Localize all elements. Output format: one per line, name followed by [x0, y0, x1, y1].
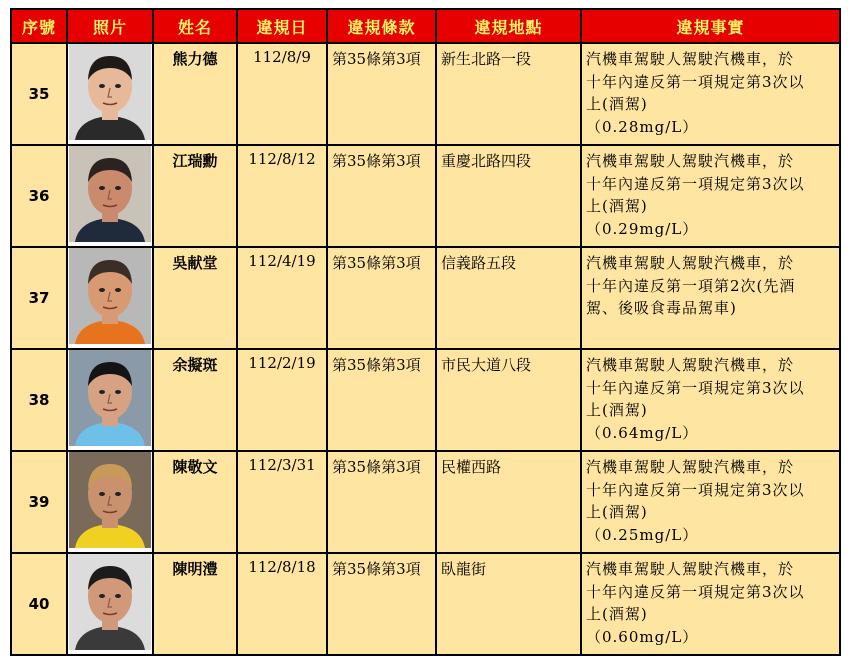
fact-line: 上(酒駕) — [586, 503, 648, 521]
header-name: 姓名 — [153, 9, 237, 43]
date-cell: 112/3/31 — [237, 451, 327, 553]
table-row — [11, 43, 840, 145]
date-cell: 112/8/18 — [237, 553, 327, 655]
seq-cell: 39 — [11, 451, 67, 553]
fact-line: 汽機車駕駛人駕駛汽機車，於 — [586, 50, 795, 68]
table-row — [11, 553, 840, 655]
name-cell: 陳敬文 — [153, 451, 237, 553]
fact-cell — [581, 451, 840, 553]
portrait-photo — [69, 248, 151, 344]
fact-line: 汽機車駕駛人駕駛汽機車，於 — [586, 254, 795, 272]
table-row — [11, 451, 840, 553]
violators-table — [10, 8, 841, 656]
fact-cell — [581, 247, 840, 349]
photo-cell — [67, 451, 153, 553]
name-cell: 余擬斑 — [153, 349, 237, 451]
date-cell: 112/2/19 — [237, 349, 327, 451]
fact-line: （0.60mg/L） — [586, 627, 699, 646]
photo-cell — [67, 553, 153, 655]
fact-line: 十年內違反第一項第2次(先酒 — [586, 276, 796, 295]
location-cell: 民權西路 — [436, 451, 581, 553]
location-cell: 信義路五段 — [436, 247, 581, 349]
fact-line: 汽機車駕駛人駕駛汽機車，於 — [586, 560, 795, 578]
fact-cell — [581, 145, 840, 247]
article-cell: 第35條第3項 — [327, 247, 436, 349]
location-cell: 新生北路一段 — [436, 43, 581, 145]
fact-line: 十年內違反第一項規定第3次以 — [586, 582, 805, 601]
table-row — [11, 247, 840, 349]
article-cell: 第35條第3項 — [327, 43, 436, 145]
seq-cell: 40 — [11, 553, 67, 655]
fact-line: 十年內違反第一項規定第3次以 — [586, 378, 805, 397]
table-row — [11, 349, 840, 451]
fact-line: （0.28mg/L） — [586, 117, 699, 136]
seq-cell: 38 — [11, 349, 67, 451]
location-cell: 重慶北路四段 — [436, 145, 581, 247]
name-cell: 熊力德 — [153, 43, 237, 145]
header-location: 違規地點 — [436, 9, 581, 43]
fact-line: 十年內違反第一項規定第3次以 — [586, 480, 805, 499]
fact-cell — [581, 349, 840, 451]
name-cell: 江瑞勳 — [153, 145, 237, 247]
fact-line: 十年內違反第一項規定第3次以 — [586, 72, 805, 91]
header-fact: 違規事實 — [581, 9, 840, 43]
fact-line: 汽機車駕駛人駕駛汽機車，於 — [586, 152, 795, 170]
article-cell: 第35條第3項 — [327, 349, 436, 451]
portrait-photo — [69, 44, 151, 140]
fact-line: （0.64mg/L） — [586, 423, 699, 442]
header-date: 違規日 — [237, 9, 327, 43]
fact-line: 上(酒駕) — [586, 605, 648, 623]
portrait-photo — [69, 452, 151, 548]
fact-line: 上(酒駕) — [586, 401, 648, 419]
portrait-photo — [69, 554, 151, 650]
fact-line: 上(酒駕) — [586, 197, 648, 215]
fact-line: 汽機車駕駛人駕駛汽機車，於 — [586, 356, 795, 374]
fact-cell — [581, 43, 840, 145]
fact-line: 上(酒駕) — [586, 95, 648, 113]
header-photo: 照片 — [67, 9, 153, 43]
fact-line: 駕、後吸食毒品駕車) — [586, 299, 737, 317]
photo-cell — [67, 349, 153, 451]
photo-cell — [67, 145, 153, 247]
date-cell: 112/4/19 — [237, 247, 327, 349]
seq-cell: 37 — [11, 247, 67, 349]
photo-cell — [67, 247, 153, 349]
date-cell: 112/8/12 — [237, 145, 327, 247]
name-cell: 陳明澧 — [153, 553, 237, 655]
location-cell: 臥龍街 — [436, 553, 581, 655]
header-row — [11, 9, 840, 43]
portrait-photo — [69, 146, 151, 242]
date-cell: 112/8/9 — [237, 43, 327, 145]
portrait-photo — [69, 350, 151, 446]
seq-cell: 35 — [11, 43, 67, 145]
article-cell: 第35條第3項 — [327, 145, 436, 247]
fact-line: （0.29mg/L） — [586, 219, 699, 238]
fact-cell — [581, 553, 840, 655]
photo-cell — [67, 43, 153, 145]
name-cell: 吳献堂 — [153, 247, 237, 349]
article-cell: 第35條第3項 — [327, 451, 436, 553]
header-seq: 序號 — [11, 9, 67, 43]
table-row — [11, 145, 840, 247]
fact-line: 十年內違反第一項規定第3次以 — [586, 174, 805, 193]
location-cell: 市民大道八段 — [436, 349, 581, 451]
seq-cell: 36 — [11, 145, 67, 247]
header-article: 違規條款 — [327, 9, 436, 43]
fact-line: （0.25mg/L） — [586, 525, 699, 544]
fact-line: 汽機車駕駛人駕駛汽機車，於 — [586, 458, 795, 476]
article-cell: 第35條第3項 — [327, 553, 436, 655]
